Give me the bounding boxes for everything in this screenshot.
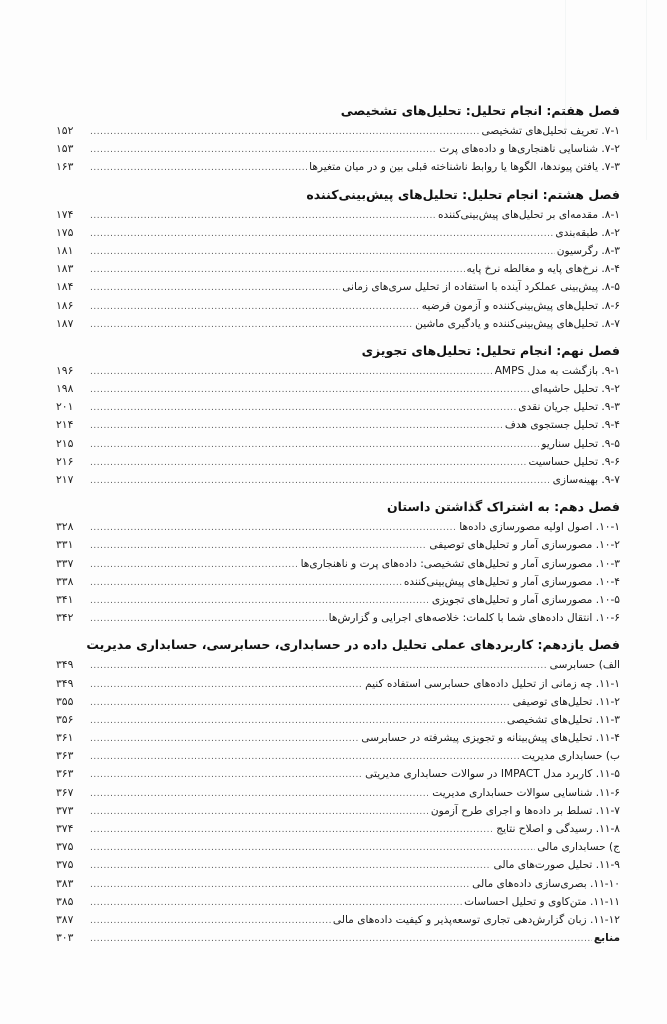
toc-entry-label: ۹-۷. بهینه‌سازی bbox=[552, 474, 620, 486]
toc-page-number: ۳۶۳ bbox=[56, 767, 74, 781]
dot-leader bbox=[90, 436, 539, 453]
toc-entry[interactable] bbox=[56, 158, 620, 176]
dot-leader bbox=[90, 519, 457, 536]
dot-leader bbox=[90, 225, 553, 242]
toc-page-number: ۱۹۶ bbox=[56, 363, 74, 377]
dot-leader bbox=[90, 316, 413, 333]
toc-entry[interactable] bbox=[56, 747, 620, 765]
toc-entry-label: ۹-۶. تحلیل حساسیت bbox=[528, 455, 620, 468]
toc-page-number: ۱۸۴ bbox=[56, 280, 74, 294]
dot-leader bbox=[90, 363, 493, 380]
chapter-section bbox=[56, 102, 620, 177]
toc-page-number: ۳۷۴ bbox=[56, 822, 74, 835]
toc-entry[interactable] bbox=[56, 362, 620, 380]
toc-page-number: ۱۵۲ bbox=[56, 124, 74, 137]
toc-entry[interactable] bbox=[56, 838, 620, 856]
dot-leader bbox=[90, 417, 503, 434]
dot-leader bbox=[90, 857, 491, 874]
dot-leader bbox=[90, 537, 427, 554]
toc-entry-label: ۱۱-۷. تسلط بر داده‌ها و اجرای طرح آزمون bbox=[430, 804, 620, 817]
references-label: منابع bbox=[593, 932, 620, 945]
toc-entry[interactable] bbox=[56, 453, 620, 471]
toc-entry-label: ۸-۳. رگرسیون bbox=[556, 244, 620, 257]
dot-leader bbox=[90, 785, 430, 802]
toc-entry-label: ۱۱-۲. تحلیل‌های توصیفی bbox=[512, 695, 620, 708]
toc-page-number: ۳۴۹ bbox=[56, 658, 74, 672]
toc-entry-label: الف) حسابرسی bbox=[549, 659, 620, 672]
toc-page-number: ۱۷۵ bbox=[56, 225, 74, 239]
toc-entry[interactable] bbox=[56, 380, 620, 398]
toc-entry[interactable] bbox=[56, 471, 620, 489]
references-page-number: ۳۰۳ bbox=[56, 931, 74, 945]
toc-entry-label: ۱۱-۸. رسیدگی و اصلاح نتایج bbox=[496, 823, 620, 835]
toc-page-number: ۳۴۱ bbox=[56, 592, 74, 606]
toc-entry[interactable] bbox=[56, 693, 620, 711]
toc-page-number: ۳۶۷ bbox=[56, 785, 74, 799]
dot-leader bbox=[90, 574, 402, 591]
dot-leader bbox=[90, 207, 436, 224]
toc-entry[interactable] bbox=[56, 875, 620, 893]
toc-entry-label: ۱۱-۶. شناسایی سوالات حسابداری مدیریت bbox=[432, 786, 620, 799]
toc-entry-label: ۹-۱. بازگشت به مدل AMPS bbox=[494, 364, 620, 377]
toc-entry[interactable] bbox=[56, 122, 620, 140]
toc-entry-label: ۱۱-۹. تحلیل صورت‌های مالی bbox=[493, 859, 620, 872]
toc-page-number: ۳۷۵ bbox=[56, 840, 74, 854]
toc-page-number: ۱۸۳ bbox=[56, 262, 74, 276]
toc-entry-label: ۱۰-۴. مصورسازی آمار و تحلیل‌های پیش‌بینی‌کننده bbox=[403, 575, 620, 588]
toc-entry[interactable] bbox=[56, 765, 620, 783]
toc-entry[interactable] bbox=[56, 711, 620, 729]
toc-entry-label: ۸-۷. تحلیل‌های پیش‌بینی‌کننده و یادگیری ماشین bbox=[415, 317, 620, 330]
dot-leader bbox=[90, 472, 551, 489]
dot-leader bbox=[90, 930, 592, 947]
dot-leader bbox=[90, 676, 363, 693]
toc-entry-label: ۱۰-۵. مصورسازی آمار و تحلیل‌های تجویزی bbox=[431, 593, 620, 606]
dot-leader bbox=[90, 261, 465, 278]
dot-leader bbox=[90, 821, 494, 838]
toc-entry-label: ۱۱-۱۱. متن‌کاوی و تحلیل احساسات bbox=[464, 895, 620, 908]
toc-entry[interactable] bbox=[56, 518, 620, 536]
toc-entry[interactable] bbox=[56, 893, 620, 911]
chapter-section bbox=[56, 636, 620, 929]
toc-entry[interactable] bbox=[56, 224, 620, 242]
dot-leader bbox=[90, 657, 548, 674]
toc-entry[interactable] bbox=[56, 297, 620, 315]
toc-entry-label: ۸-۶. تحلیل‌های پیش‌بینی‌کننده و آزمون فرضیه bbox=[421, 299, 620, 312]
toc-entry[interactable] bbox=[56, 140, 620, 158]
dot-leader bbox=[90, 839, 535, 856]
toc-entry[interactable] bbox=[56, 802, 620, 820]
toc-entry[interactable] bbox=[56, 784, 620, 802]
toc-page-number: ۳۵۶ bbox=[56, 712, 74, 726]
dot-leader bbox=[90, 556, 299, 573]
toc-entry[interactable] bbox=[56, 911, 620, 929]
toc-page-number: ۳۷۳ bbox=[56, 803, 74, 817]
chapter-title: فصل نهم: انجام تحلیل: تحلیل‌های تجویزی bbox=[361, 342, 620, 358]
toc-entry[interactable] bbox=[56, 416, 620, 434]
toc-entry-label: ۱۰-۱. اصول اولیه مصورسازی داده‌ها bbox=[459, 521, 620, 534]
dot-leader bbox=[90, 766, 363, 783]
toc-entry-label: ۱۱-۱۲. زبان گزارش‌دهی تجاری توسعه‌پذیر و کیفیت داده‌های مالی bbox=[332, 913, 620, 926]
chapter-title: فصل یازدهم: کاربردهای عملی تحلیل داده در حسابداری، حسابرسی، حسابداری مدیریت bbox=[86, 637, 620, 653]
dot-leader bbox=[90, 712, 505, 729]
toc-entry-label: ب) حسابداری مدیریت bbox=[521, 750, 620, 763]
toc-page-number: ۱۸۱ bbox=[56, 243, 74, 257]
toc-entry[interactable] bbox=[56, 573, 620, 591]
toc-page-number: ۱۵۳ bbox=[56, 142, 74, 156]
toc-page-number: ۳۶۱ bbox=[56, 731, 74, 745]
toc-page-number: ۳۸۷ bbox=[56, 912, 74, 926]
toc-entry-label: ۷-۱. تعریف تحلیل‌های تشخیصی bbox=[481, 125, 620, 137]
toc-entry-label: ۸-۱. مقدمه‌ای بر تحلیل‌های پیش‌بینی‌کننده bbox=[437, 208, 620, 221]
dot-leader bbox=[90, 730, 359, 747]
toc-entry-label: ۷-۳. یافتن پیوندها، الگوها یا روابط ناشناخته قبلی بین و در میان متغیرها bbox=[309, 161, 620, 174]
dot-leader bbox=[90, 159, 307, 176]
dot-leader bbox=[90, 298, 420, 315]
toc-entry-label: ۱۱-۳. تحلیل‌های تشخیصی bbox=[506, 713, 620, 726]
dot-leader bbox=[90, 123, 479, 140]
toc-entry[interactable] bbox=[56, 278, 620, 296]
toc-page-number: ۳۵۵ bbox=[56, 694, 74, 708]
toc-entry[interactable] bbox=[56, 242, 620, 260]
toc-page-number: ۳۸۵ bbox=[56, 894, 74, 908]
toc-entry-label: ۸-۴. نرخ‌های پایه و مغالطه نرخ پایه bbox=[466, 263, 620, 276]
toc-page-number: ۱۸۷ bbox=[56, 316, 74, 330]
toc-page-number: ۳۸۳ bbox=[56, 876, 74, 890]
toc-entry-label: ۱۱-۱۰. بصری‌سازی داده‌های مالی bbox=[472, 877, 620, 890]
toc-entry-label: ۷-۲. شناسایی ناهنجاری‌ها و داده‌های پرت bbox=[439, 143, 620, 156]
toc-page-number: ۳۴۲ bbox=[56, 611, 74, 625]
dot-leader bbox=[90, 592, 430, 609]
toc-entry-label: ۹-۳. تحلیل جریان نقدی bbox=[518, 401, 620, 414]
toc-entry-label: ۱۰-۶. انتقال داده‌های شما با کلمات: خلاصه‌های اجرایی و گزارش‌ها bbox=[328, 612, 620, 625]
toc-page-number: ۳۶۳ bbox=[56, 749, 74, 763]
toc-entry[interactable] bbox=[56, 609, 620, 627]
toc-page-number: ۳۳۸ bbox=[56, 574, 74, 588]
dot-leader bbox=[90, 803, 429, 820]
toc-entry[interactable] bbox=[56, 591, 620, 609]
toc-entry[interactable] bbox=[56, 729, 620, 747]
toc-page-number: ۲۰۱ bbox=[56, 400, 74, 414]
toc-page-number: ۲۱۵ bbox=[56, 436, 74, 450]
toc-page-number: ۳۳۱ bbox=[56, 538, 74, 552]
dot-leader bbox=[90, 243, 555, 260]
toc-page-number: ۱۶۳ bbox=[56, 160, 74, 174]
toc-page-number: ۲۱۴ bbox=[56, 418, 74, 432]
toc-page-number: ۲۱۶ bbox=[56, 454, 74, 468]
toc-entry[interactable] bbox=[56, 435, 620, 453]
chapter-title: فصل هفتم: انجام تحلیل: تحلیل‌های تشخیصی bbox=[340, 103, 620, 118]
toc-entry-label: ۱۱-۴. تحلیل‌های پیش‌بینانه و تجویزی پیشرفته در حسابرسی bbox=[361, 732, 620, 745]
chapter-section bbox=[56, 498, 620, 627]
chapter-section bbox=[56, 342, 620, 489]
toc-entry-label: ۱۰-۲. مصورسازی آمار و تحلیل‌های توصیفی bbox=[429, 539, 620, 552]
toc-entry-label: ۹-۲. تحلیل حاشیه‌ای bbox=[531, 383, 620, 396]
dot-leader bbox=[90, 381, 529, 398]
toc-entry[interactable] bbox=[56, 260, 620, 278]
toc-page-number: ۳۲۸ bbox=[56, 520, 74, 534]
toc-entry[interactable] bbox=[56, 206, 620, 224]
chapter-title: فصل هشتم: انجام تحلیل: تحلیل‌های پیش‌بینی‌کننده bbox=[306, 186, 620, 202]
dot-leader bbox=[90, 141, 437, 158]
toc-entry[interactable] bbox=[56, 656, 620, 674]
toc-page-number: ۳۳۷ bbox=[56, 556, 74, 570]
toc-entry[interactable] bbox=[56, 856, 620, 874]
dot-leader bbox=[90, 912, 331, 929]
toc-entry-label: ۹-۴. تحلیل جستجوی هدف bbox=[504, 419, 620, 432]
toc-entry[interactable] bbox=[56, 820, 620, 838]
toc-entry[interactable] bbox=[56, 398, 620, 416]
chapter-title: فصل دهم: به اشتراک گذاشتن داستان bbox=[387, 499, 620, 515]
table-of-contents bbox=[56, 102, 620, 947]
toc-page-number: ۱۸۶ bbox=[56, 298, 74, 312]
toc-page-number: ۲۱۷ bbox=[56, 473, 74, 486]
chapter-section bbox=[56, 186, 620, 333]
toc-entry-references[interactable] bbox=[56, 929, 620, 947]
toc-page-number: ۳۴۹ bbox=[56, 676, 74, 690]
dot-leader bbox=[90, 876, 470, 893]
toc-entry-label: ج) حسابداری مالی bbox=[537, 841, 620, 854]
dot-leader bbox=[90, 894, 462, 911]
toc-entry-label: ۸-۵. پیش‌بینی عملکرد آینده با استفاده از تحلیل سری‌های زمانی bbox=[342, 281, 620, 294]
toc-page-number: ۱۹۸ bbox=[56, 382, 74, 396]
toc-page-number: ۳۷۵ bbox=[56, 858, 74, 872]
toc-entry-label: ۱۱-۵. کاربرد مدل IMPACT در سوالات حسابداری مدیریتی bbox=[365, 768, 620, 781]
toc-entry[interactable] bbox=[56, 536, 620, 554]
toc-entry-label: ۱۰-۳. مصورسازی آمار و تحلیل‌های تشخیصی: داده‌های پرت و ناهنجاری‌ها bbox=[300, 557, 620, 570]
toc-entry-label: ۹-۵. تحلیل سناریو bbox=[541, 437, 620, 450]
dot-leader bbox=[90, 279, 340, 296]
toc-entry[interactable] bbox=[56, 315, 620, 333]
dot-leader bbox=[90, 454, 526, 471]
dot-leader bbox=[90, 694, 511, 711]
dot-leader bbox=[90, 399, 516, 416]
toc-entry-label: ۸-۲. طبقه‌بندی bbox=[555, 226, 620, 239]
toc-page-number: ۱۷۴ bbox=[56, 207, 74, 221]
dot-leader bbox=[90, 610, 327, 627]
toc-entry[interactable] bbox=[56, 675, 620, 693]
dot-leader bbox=[90, 748, 520, 765]
toc-entry[interactable] bbox=[56, 555, 620, 573]
toc-entry-label: ۱۱-۱. چه زمانی از تحلیل داده‌های حسابرسی استفاده کنیم bbox=[365, 677, 620, 690]
